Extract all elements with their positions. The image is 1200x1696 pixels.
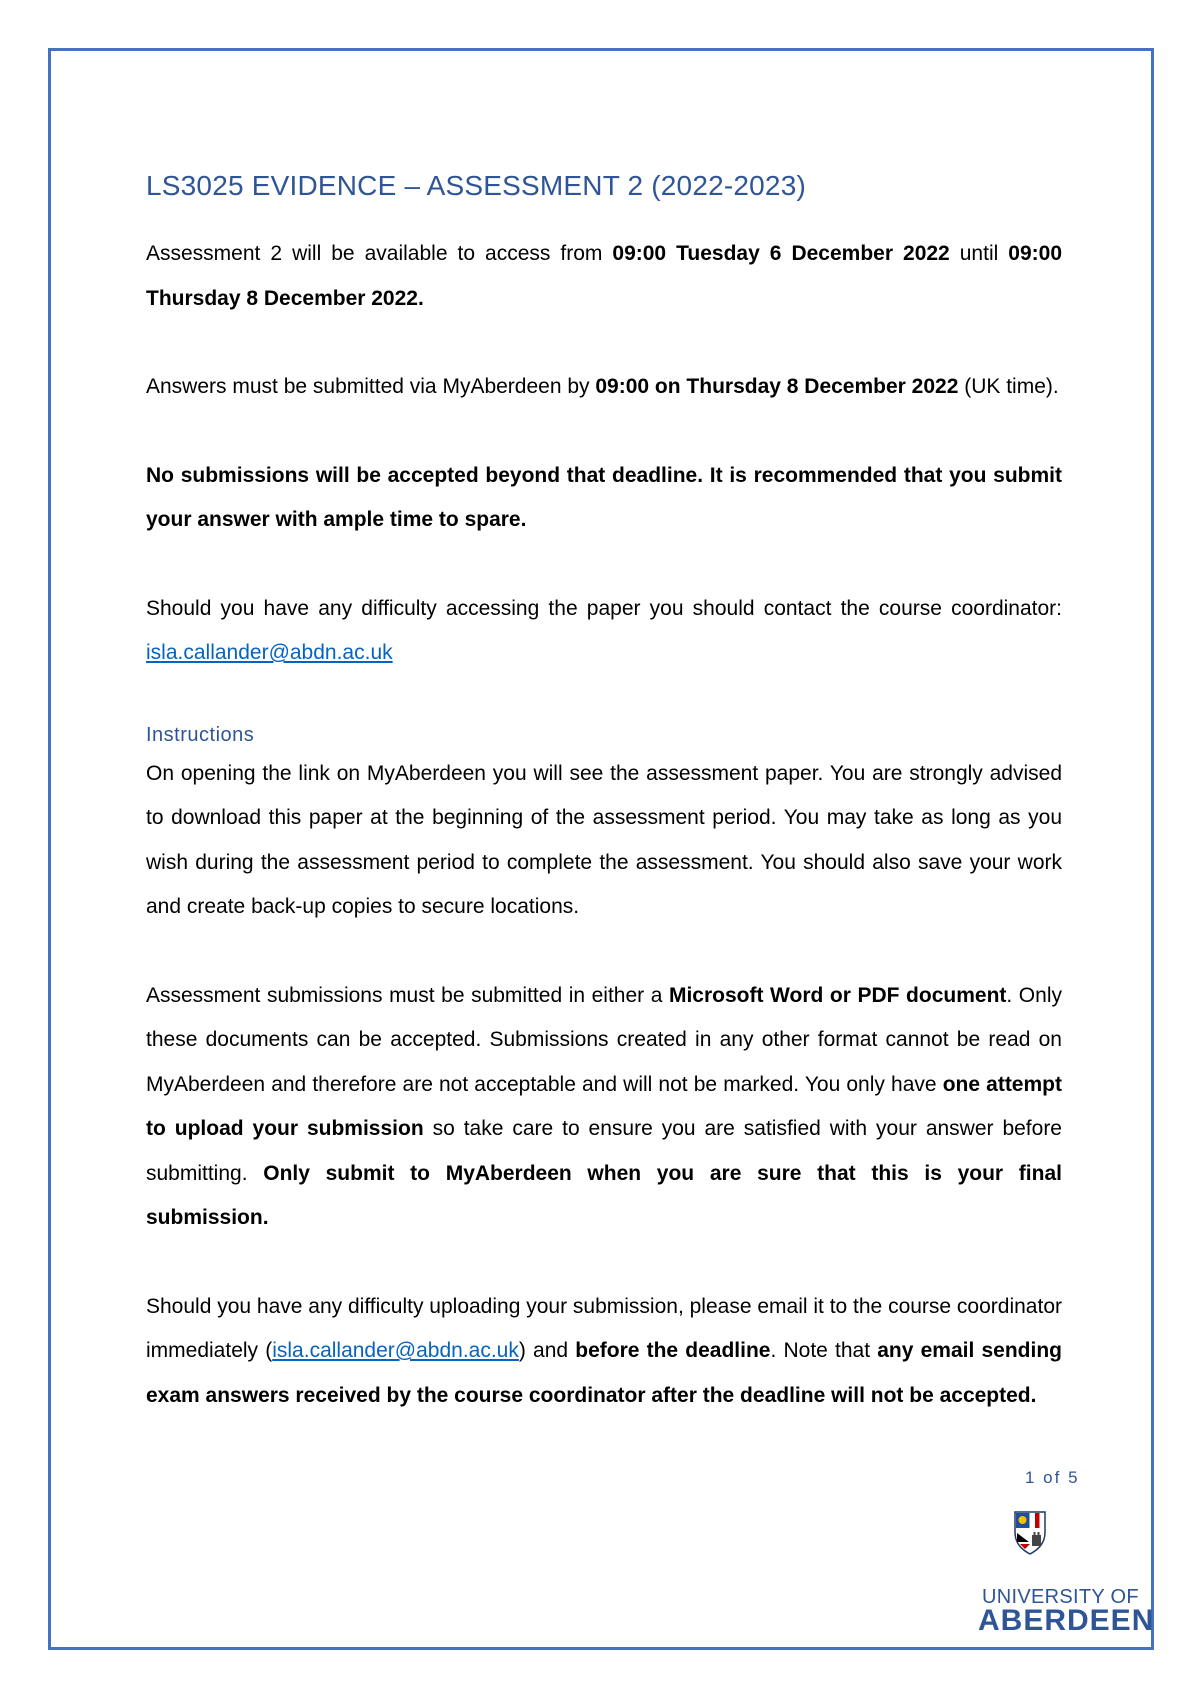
logo-text-aberdeen: ABERDEEN: [978, 1604, 1155, 1637]
document-title: LS3025 EVIDENCE – ASSESSMENT 2 (2022-2023): [146, 170, 807, 201]
instructions-paragraph: On opening the link on MyAberdeen you will see the assessment paper. You are strongly advised to download this paper at the beginning of the assessment period. You may take as long as you wish during the assessment period to complete the assessment. You should also save your work and create back-up copies to secure locations.: [146, 761, 1062, 918]
page-number: 1 of 5: [1025, 1468, 1080, 1487]
coordinator-email-link-2[interactable]: isla.callander@abdn.ac.uk: [272, 1339, 519, 1362]
availability-paragraph: Assessment 2 will be available to access from 09:00 Tuesday 6 December 2022 until 09:00 Thursday 8 December 2022.: [146, 242, 1063, 310]
format-paragraph: Assessment submissions must be submitted in either a Microsoft Word or PDF document. Only these documents can be accepted. Submissions created in any other format cannot be read on MyAberdeen and therefore are not acceptable and will not be marked. You only have one attempt to upload your submission so take care to ensure you are satisfied with your answer before submitting. Only submit to MyAberdeen when you are sure that this is your final submission.: [146, 983, 1062, 1229]
upload-difficulty-paragraph: Should you have any difficulty uploading your submission, please email it to the course coordinator immediately (isla.callander@abdn.ac.uk) and before the deadline. Note that any email sending exam answers received by the course coordinator after the deadline will not be accepted.: [146, 1294, 1062, 1407]
contact-paragraph: Should you have any difficulty accessing the paper you should contact the course coordinator: isla.callander@abdn.ac.uk: [146, 596, 1062, 664]
logo-text-university-of: UNIVERSITY OF: [982, 1586, 1139, 1608]
coordinator-email-link[interactable]: isla.callander@abdn.ac.uk: [146, 641, 393, 664]
document-body: [146, 170, 1062, 1462]
no-late-submissions-paragraph: No submissions will be accepted beyond that deadline. It is recommended that you submit your answer with ample time to spare.: [146, 463, 1062, 531]
submission-deadline-paragraph: Answers must be submitted via MyAberdeen by 09:00 on Thursday 8 December 2022 (UK time).: [146, 375, 1059, 398]
instructions-heading: Instructions: [146, 723, 255, 746]
university-crest-icon: [1010, 1488, 1090, 1580]
